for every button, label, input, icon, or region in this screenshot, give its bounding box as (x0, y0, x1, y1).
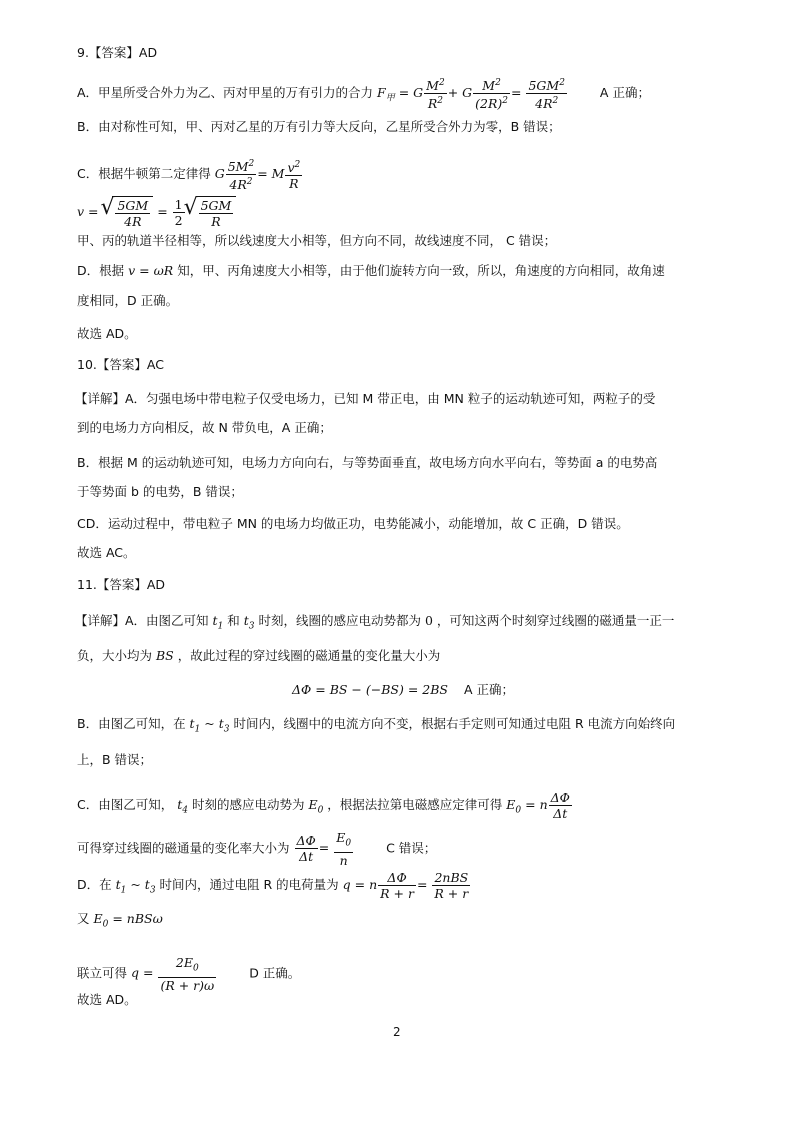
q11-detail-a-line2: 负，大小均为 BS ，故此过程的穿过线圈的磁通量的变化量大小为 (77, 648, 441, 663)
q9-option-c: C．根据牛顿第二定律得 G $\frac{5M^2}{4R^2}$ = M $\frac{v^2}{R}$ (77, 157, 303, 192)
q9-formula-c: G $\frac{5M^2}{4R^2}$ = M $\frac{v^2}{R}$ (214, 159, 301, 193)
q9-velocity-note: 甲、丙的轨道半径相等，所以线速度大小相等，但方向不同，故线速度不同， C 错误； (77, 233, 557, 248)
q11-option-d-line3: 联立可得 q = $\frac{2E_0}{(R + r)\omega}$ D 正确。 (77, 955, 301, 993)
q11-option-c-line1: C．由图乙可知， $t_4$ 时刻的感应电动势为 $E_0$ ，根据法拉第电磁感应定律可得 $E_0 = n$ $\frac{\Delta\Phi}{\Delta t}$ (77, 790, 570, 821)
q9-formula-v: v = √ $\frac{5GM}{4R}$ = $\frac{1}{2}$ √ $\frac{5GM}{R}$ (77, 196, 236, 229)
q10-heading: 10.【答案】AC (77, 357, 164, 372)
q11-heading: 11.【答案】AD (77, 577, 166, 592)
q9-heading: 9.【答案】AD (77, 45, 158, 60)
q10-option-cd: CD．运动过程中，带电粒子 MN 的电场力均做正功，电势能减小，动能增加，故 C 正确，D 错误。 (77, 516, 629, 531)
q9-conclusion: 故选 AD。 (77, 326, 137, 341)
q10-option-b-line1: B．根据 M 的运动轨迹可知，电场力方向向右，与等势面垂直，故电场方向水平向右，等势面 a 的电势高 (77, 455, 658, 470)
q10-conclusion: 故选 AC。 (77, 545, 136, 560)
q11-option-b-line1: B．由图乙可知，在 $t_1$ ~ $t_3$ 时间内，线圈中的电流方向不变，根据右手定则可知通过电阻 R 电流方向始终向 (77, 716, 676, 735)
q10-detail-a-line2: 到的电场力方向相反，故 N 带负电，A 正确； (77, 420, 332, 435)
q10-detail-a-line1: 【详解】A．匀强电场中带电粒子仅受电场力，已知 M 带正电，由 MN 粒子的运动轨迹可知，两粒子的受 (75, 391, 656, 406)
q9-option-d-cont: 度相同，D 正确。 (77, 293, 179, 308)
q11-option-b-line2: 上，B 错误； (77, 752, 153, 767)
q11-option-d-line2: 又 $E_0 = nBS\omega$ (77, 911, 163, 930)
q9-option-a: A．甲星所受合外力为乙、丙对甲星的万有引力的合力 $F_甲 = G$ $\frac{M^2}{R^2}$ + G $\frac{M^2}{(2R)^2}$ = $\frac{5GM^2}{4R^2}$ A 正确； (77, 78, 650, 112)
q10-option-b-line2: 于等势面 b 的电势，B 错误； (77, 484, 243, 499)
q9-formula-a: $F_甲 = G$ $\frac{M^2}{R^2}$ + G $\frac{M^2}{(2R)^2}$ = $\frac{5GM^2}{4R^2}$ (377, 78, 565, 112)
q11-conclusion: 故选 AD。 (77, 992, 137, 1007)
q9-option-d: D．根据 v = ωR 知，甲、丙角速度大小相等，由于他们旋转方向一致，所以，角速度的方向相同，故角速 (77, 263, 665, 278)
q11-detail-a-line1: 【详解】A．由图乙可知 $t_1$ 和 $t_3$ 时刻，线圈的感应电动势都为 0 ，可知这两个时刻穿过线圈的磁通量一正一 (75, 613, 675, 632)
q11-option-c-line2: 可得穿过线圈的磁通量的变化率大小为 $\frac{\Delta\Phi}{\Delta t}$ = $\frac{E_0}{n}$ C 错误； (77, 830, 437, 868)
q9-option-b: B．由对称性可知，甲、丙对乙星的万有引力等大反向，乙星所受合外力为零，B 错误； (77, 119, 561, 134)
q11-formula-delta-phi: ΔΦ = BS − (−BS) = 2BS A 正确； (292, 682, 514, 697)
q11-option-d-line1: D．在 $t_1$ ~ $t_3$ 时间内，通过电阻 R 的电荷量为 q = n $\frac{\Delta\Phi}{R + r}$ = 2nBS R + r (77, 870, 469, 901)
page-number: 2 (393, 1025, 401, 1039)
